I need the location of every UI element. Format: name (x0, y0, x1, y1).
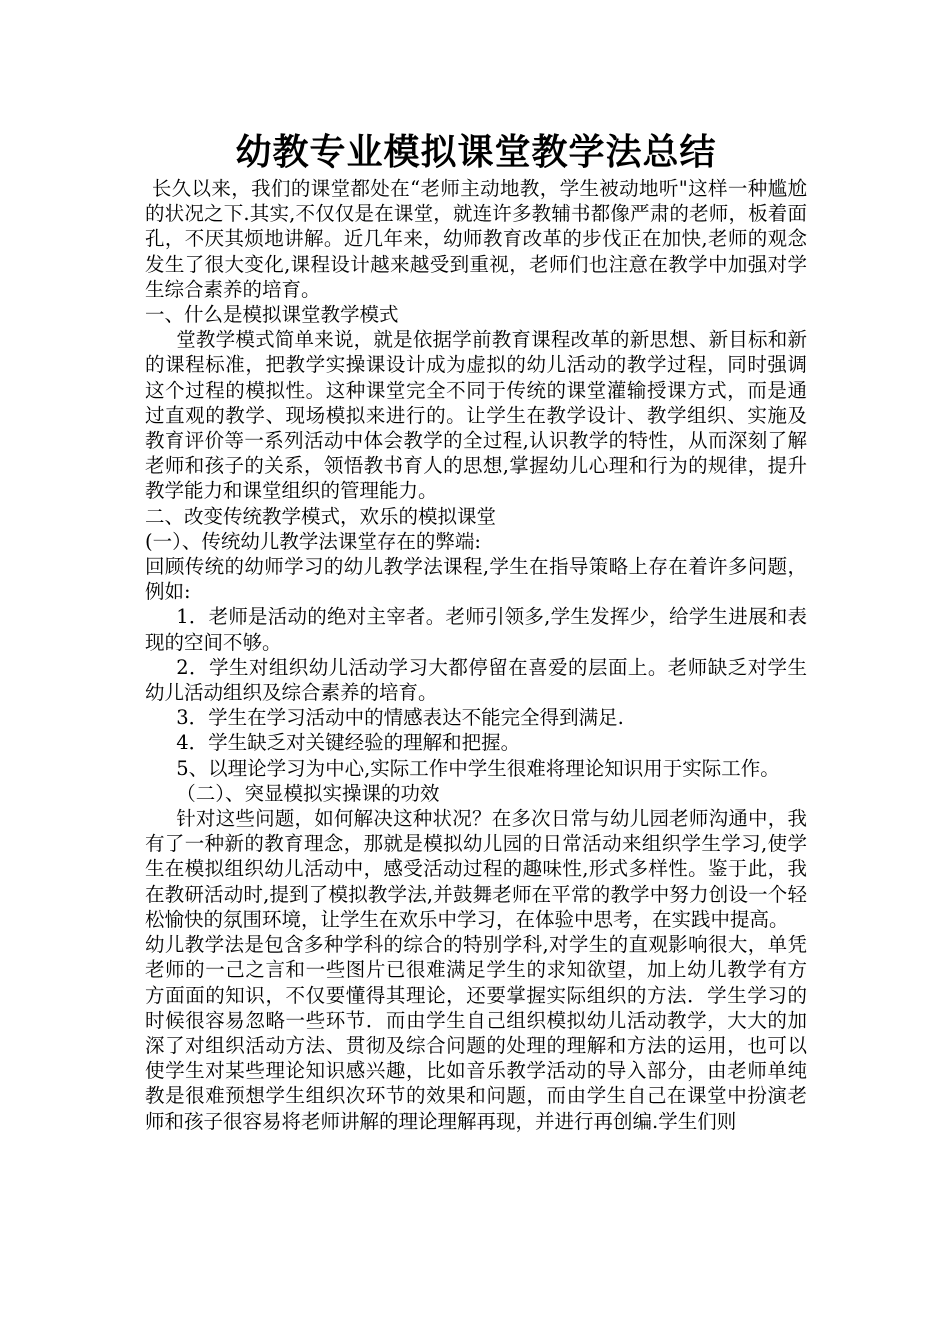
list-item-5: 5、以理论学习为中心,实际工作中学生很难将理论知识用于实际工作。 (176, 756, 780, 780)
list-item-3: 3．学生在学习活动中的情感表达不能完全得到满足. (176, 706, 624, 730)
paragraph-definition: 堂教学模式简单来说，就是依据学前教育课程改革的新思想、新目标和新的课程标准，把教学实操课设计成为虚拟的幼儿活动的教学过程，同时强调这个过程的模拟性。这种课堂完全不同于传统的课堂灌输授课方式，而是通过直观的教学、现场模拟来进行的。让学生在教学设计、教学组织、实施及教育评价等一系列活动中体会教学的全过程,认识教学的特性，从而深刻了解老师和孩子的关系，领悟教书育人的思想,掌握幼儿心理和行为的规律，提升教学能力和课堂组织的管理能力。 (145, 328, 807, 503)
list-item-1: 1．老师是活动的绝对主宰者。老师引领多,学生发挥少，给学生进展和表现的空间不够。 (145, 605, 807, 654)
paragraph-method: 幼儿教学法是包含多种学科的综合的特别学科,对学生的直观影响很大，单凭老师的一己之言和一些图片已很难满足学生的求知欲望，加上幼儿教学有方方面面的知识，不仅要懂得其理论，还要掌握实际组织的方法．学生学习的时候很容易忽略一些环节．而由学生自己组织模拟幼儿活动教学，大大的加深了对组织活动方法、贯彻及综合问题的处理的理解和方法的运用，也可以使学生对某些理论知识感兴趣，比如音乐教学活动的导入部分，由老师单纯教是很难预想学生组织次环节的效果和问题，而由学生自己在课堂中扮演老师和孩子很容易将老师讲解的理论理解再现，并进行再创编.学生们则 (145, 933, 807, 1133)
paragraph-intro: 长久以来，我们的课堂都处在“老师主动地教，学生被动地听"这样一种尴尬的状况之下.其实,不仅仅是在课堂，就连许多教辅书都像严肃的老师，板着面孔，不厌其烦地讲解。近几年来，幼师教育改革的步伐正在加快,老师的观念发生了很大变化,课程设计越来越受到重视，老师们也注意在教学中加强对学生综合素养的培育。 (145, 177, 807, 301)
section-heading-1: 一、什么是模拟课堂教学模式 (145, 303, 399, 327)
subsection-heading-1: (一）、传统幼儿教学法课堂存在的弊端: (145, 529, 481, 553)
list-item-4: 4．学生缺乏对关键经验的理解和把握。 (176, 731, 521, 755)
subsection-heading-2: （二）、突显模拟实操课的功效 (176, 781, 440, 805)
section-heading-2: 二、改变传统教学模式，欢乐的模拟课堂 (145, 504, 497, 528)
paragraph-solution: 针对这些问题，如何解决这种状况？在多次日常与幼儿园老师沟通中，我有了一种新的教育理念，那就是模拟幼儿园的日常活动来组织学生学习,使学生在模拟组织幼儿活动中，感受活动过程的趣味性,形式多样性。鉴于此，我在教研活动时,提到了模拟教学法,并鼓舞老师在平常的教学中努力创设一个轻松愉快的氛围环境，让学生在欢乐中学习，在体验中思考，在实践中提高。 (145, 807, 807, 931)
paragraph-review: 回顾传统的幼师学习的幼儿教学法课程,学生在指导策略上存在着许多问题，例如: (145, 555, 807, 604)
document-title: 幼教专业模拟课堂教学法总结 (235, 131, 717, 173)
document-body (145, 128, 807, 1134)
list-item-2: 2．学生对组织幼儿活动学习大都停留在喜爱的层面上。老师缺乏对学生幼儿活动组织及综合素养的培育。 (145, 655, 807, 705)
